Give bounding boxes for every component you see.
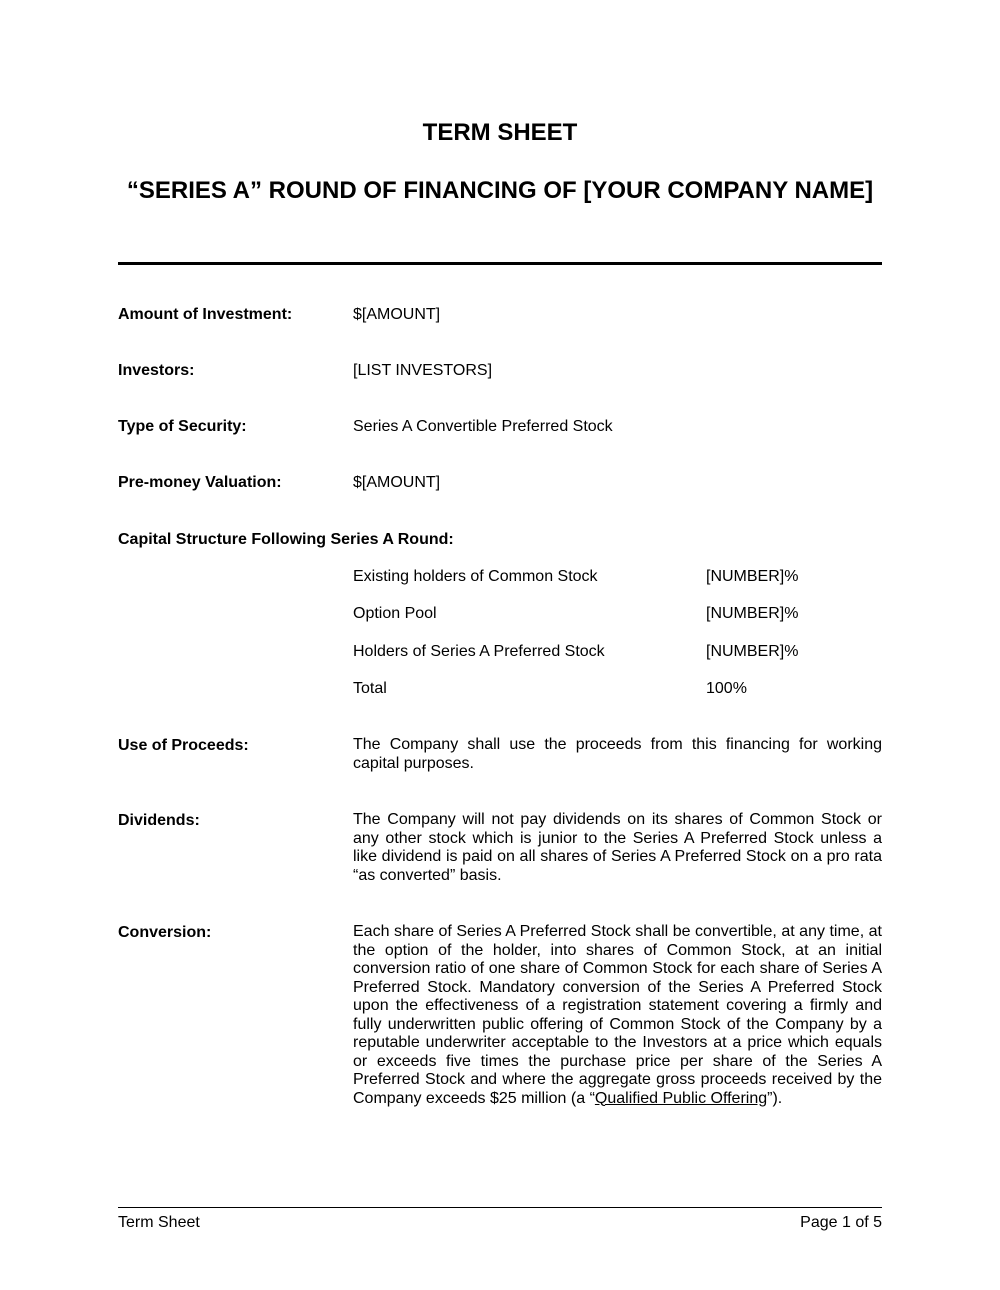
page-number: Page 1 of 5 (800, 1214, 882, 1231)
dividends-label: Dividends: (118, 812, 200, 829)
capital-holder: Existing holders of Common Stock (353, 568, 598, 585)
conversion-text-body: Each share of Series A Preferred Stock shall be convertible, at any time, at the option of the holder, into shares of Common Stock, at an initial conversion ratio of one share of Common Stock for each share of Series A Preferred Stock. Mandatory conversion of the Series A Preferred Stock upon the effectiveness of a registration statement covering a firmly and fully underwritten public offering of Common Stock of the Company by a reputable underwriter acceptable to the Investors at a price which equals or exceeds five times the purchase price per share of the Series A Preferred Stock and where the aggregate gross proceeds received by the Company exceeds $25 million (a “ (353, 923, 882, 1107)
capital-percent: [NUMBER]% (706, 605, 799, 622)
footer-divider (118, 1207, 882, 1208)
dividends-text: The Company will not pay dividends on its shares of Common Stock or any other stock which is junior to the Series A Preferred Stock unless a like dividend is paid on all shares of Series A Preferred Stock on a pro rata “as converted” basis. (353, 811, 882, 884)
capital-holder: Option Pool (353, 605, 437, 622)
valuation-label: Pre-money Valuation: (118, 474, 282, 491)
amount-value: $[AMOUNT] (353, 306, 441, 323)
investors-value: [LIST INVESTORS] (353, 362, 493, 379)
proceeds-text: The Company shall use the proceeds from this financing for working capital purposes. (353, 736, 882, 772)
investors-label: Investors: (118, 362, 195, 379)
document-title: TERM SHEET (422, 119, 578, 146)
amount-label: Amount of Investment: (118, 306, 293, 323)
capital-percent: [NUMBER]% (706, 568, 799, 585)
conversion-text (353, 923, 882, 1108)
document-subtitle: “SERIES A” ROUND OF FINANCING OF [YOUR COMPANY NAME] (126, 177, 874, 204)
capital-holder: Total (353, 680, 387, 697)
conversion-label: Conversion: (118, 924, 212, 941)
capital-holder: Holders of Series A Preferred Stock (353, 643, 605, 660)
capital-percent: [NUMBER]% (706, 643, 799, 660)
proceeds-label: Use of Proceeds: (118, 737, 249, 754)
qualified-public-offering-term: Qualified Public Offering (594, 1089, 768, 1107)
valuation-value: $[AMOUNT] (353, 474, 441, 491)
security-label: Type of Security: (118, 418, 247, 435)
header-divider (118, 262, 882, 265)
capital-percent: 100% (706, 680, 747, 697)
conversion-text-end: ”). (767, 1089, 783, 1107)
footer-title: Term Sheet (118, 1214, 200, 1231)
capital-structure-label: Capital Structure Following Series A Round: (118, 531, 454, 548)
security-value: Series A Convertible Preferred Stock (353, 418, 613, 435)
